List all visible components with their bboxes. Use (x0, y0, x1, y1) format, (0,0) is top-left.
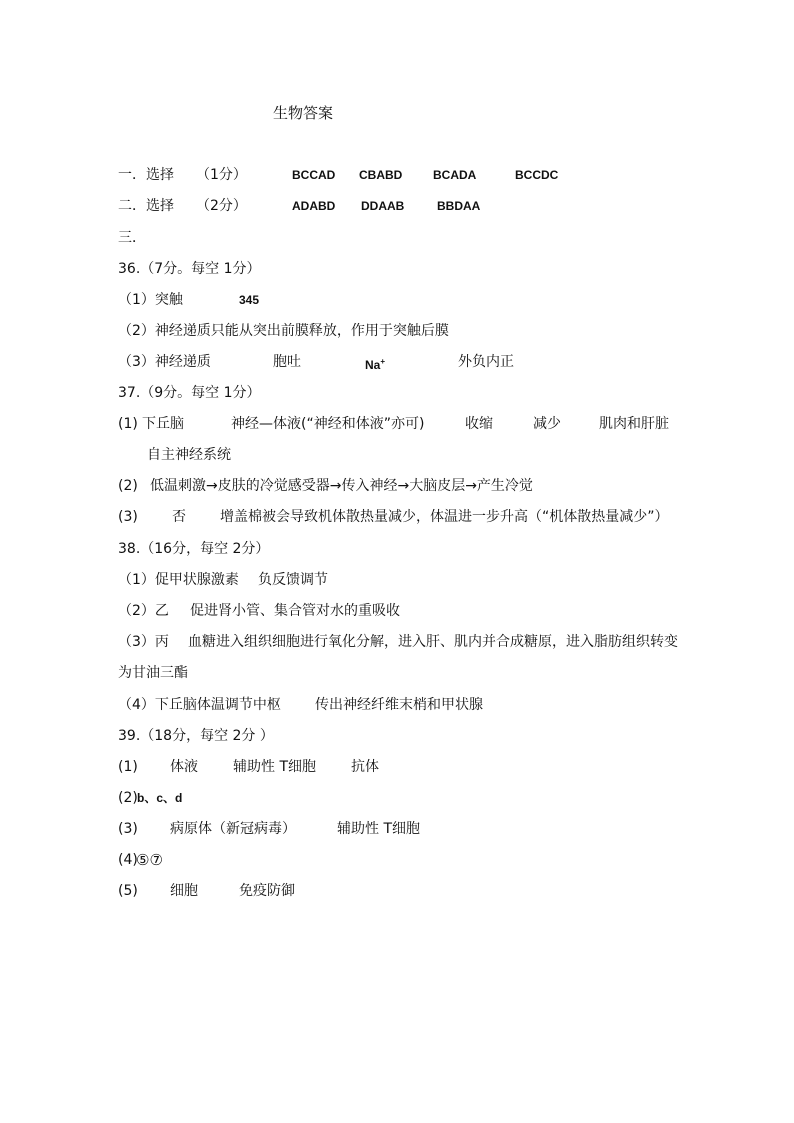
q37-3-answer-b: 增盖棉被会导致机体散热量减少，体温进一步升高（“机体散热量减少”） (220, 509, 669, 525)
q37-1-answer-c: 收缩 (465, 416, 493, 432)
q37-header: 37.（9分。每空 1分） (118, 385, 261, 401)
q37-2-num: (2) (118, 478, 138, 494)
q37-2-answer: 低温刺激→皮肤的冷觉感受器→传入神经→大脑皮层→产生冷觉 (150, 478, 533, 494)
mc2-points: （2分） (196, 198, 247, 214)
q36-header: 36.（7分。每空 1分） (118, 261, 261, 277)
q39-3-num: (3) (118, 821, 138, 837)
q39-3-answer-b: 辅助性 T细胞 (337, 821, 421, 837)
q37-1-answer-e: 肌肉和肝脏 (599, 416, 669, 432)
q37-3-num: (3) (118, 509, 138, 525)
mc2-answer-2: DDAAB (361, 199, 405, 213)
q36-3-answer-c (365, 352, 385, 375)
q39-header: 39.（18分，每空 2分 ） (118, 728, 274, 744)
sodium-charge: + (380, 357, 386, 366)
q38-line-3b: 为甘油三酯 (118, 665, 188, 681)
q37-3-answer-a: 否 (172, 509, 186, 525)
q38-3-answer-b: 血糖进入组织细胞进行氧化分解，进入肝、肌内并合成糖原，进入脂肪组织转变 (188, 634, 678, 650)
q36-1-answer-b: 345 (239, 293, 260, 307)
mc2-answer-1: ADABD (292, 199, 336, 213)
q38-3-answer-a: （3）丙 (118, 634, 169, 650)
q36-1-answer-a: （1）突触 (118, 292, 183, 308)
mc2-answer-3: BBDAA (437, 199, 481, 213)
q39-1-answer-c: 抗体 (351, 759, 379, 775)
mc2-label: 二．选择 (118, 198, 174, 214)
section-3-label: 三． (118, 230, 146, 246)
mc1-label: 一．选择 (118, 167, 174, 183)
q39-2-num: (2) (118, 790, 138, 806)
q37-1-num: (1) (118, 416, 138, 432)
q37-1-answer-d: 减少 (533, 416, 561, 432)
q39-1-answer-b: 辅助性 T细胞 (233, 759, 317, 775)
q39-1-answer-a: 体液 (170, 759, 198, 775)
q38-2-answer-b: 促进肾小管、集合管对水的重吸收 (190, 603, 400, 619)
q37-1-answer-a: 下丘脑 (142, 416, 184, 432)
mc1-answer-3: BCADA (433, 168, 477, 182)
q39-1-num: (1) (118, 759, 138, 775)
q38-1-answer-a: （1）促甲状腺激素 (118, 572, 239, 588)
q37-line-1b: 自主神经系统 (147, 447, 231, 463)
q36-3-answer-b: 胞吐 (273, 354, 301, 370)
mc1-points: （1分） (196, 167, 247, 183)
sodium-symbol: Na (365, 358, 381, 372)
mc1-answer-4: BCCDC (515, 168, 559, 182)
q39-3-answer-a: 病原体（新冠病毒） (170, 821, 296, 837)
q37-1-answer-b: 神经—体液(“神经和体液”亦可) (231, 416, 425, 432)
q39-5-num: (5) (118, 883, 138, 899)
q39-5-answer-b: 免疫防御 (239, 883, 295, 899)
q39-4-num: (4) (118, 852, 138, 868)
q36-line-2: （2）神经递质只能从突出前膜释放，作用于突触后膜 (118, 323, 449, 339)
q38-4-answer-a: （4）下丘脑体温调节中枢 (118, 697, 281, 713)
mc1-answer-2: CBABD (359, 168, 403, 182)
q36-3-answer-d: 外负内正 (458, 354, 514, 370)
q39-4-answer: ⑤⑦ (136, 851, 163, 869)
q38-2-answer-a: （2）乙 (118, 603, 169, 619)
page-title: 生物答案 (273, 104, 334, 122)
q38-header: 38.（16分，每空 2分） (118, 541, 270, 557)
mc1-answer-1: BCCAD (292, 168, 336, 182)
q38-1-answer-b: 负反馈调节 (258, 572, 328, 588)
q38-4-answer-b: 传出神经纤维末梢和甲状腺 (315, 697, 483, 713)
q39-2-answer: b、c、d (137, 791, 183, 805)
q36-3-answer-a: （3）神经递质 (118, 354, 211, 370)
q39-5-answer-a: 细胞 (170, 883, 198, 899)
